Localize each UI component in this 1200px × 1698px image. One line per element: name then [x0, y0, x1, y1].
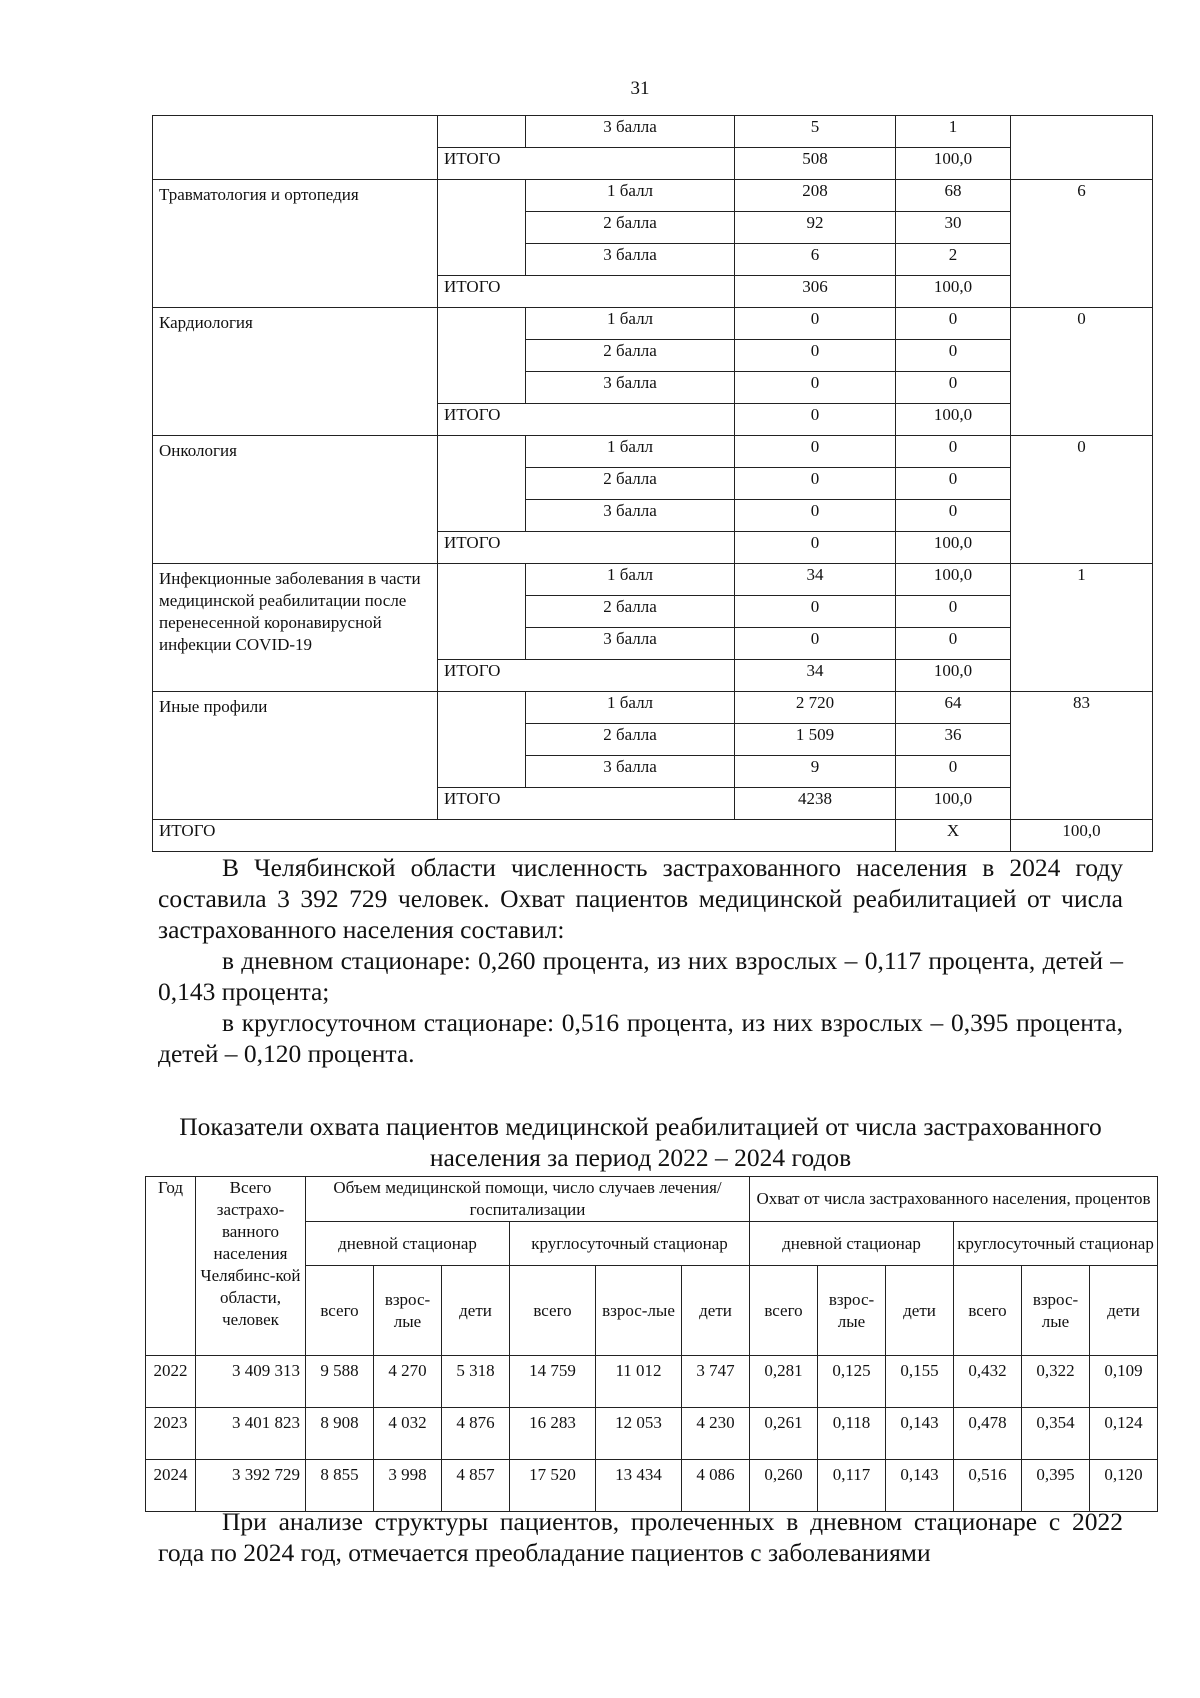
count-cell: 306	[735, 276, 896, 308]
table-row	[153, 564, 1153, 596]
header-day-volume: дневной стационар	[306, 1222, 510, 1266]
score-cell: 3 балла	[526, 628, 735, 660]
table-row	[153, 180, 1153, 212]
pct-cell: 100,0	[896, 564, 1011, 596]
value-cell: 0,516	[954, 1460, 1022, 1512]
paragraph-text: В Челябинской области численность застрахованного населения в 2024 году составила 3 392 729 человек. Охват пациентов медицинской реабилитацией от числа застрахованного населения составил:	[158, 853, 1123, 944]
pct-cell: 0	[896, 308, 1011, 340]
count-cell: 1 509	[735, 724, 896, 756]
count-cell: 5	[735, 116, 896, 148]
value-cell: 0,322	[1022, 1356, 1090, 1408]
header-children: дети	[886, 1266, 954, 1356]
count-cell: 92	[735, 212, 896, 244]
count-cell: 34	[735, 564, 896, 596]
count-cell: 0	[735, 500, 896, 532]
pct-cell: 0	[896, 436, 1011, 468]
header-total: всего	[750, 1266, 818, 1356]
pct-cell: 30	[896, 212, 1011, 244]
count-cell: 34	[735, 660, 896, 692]
year-cell: 2023	[146, 1408, 196, 1460]
table-row	[153, 116, 1153, 148]
header-total: всего	[510, 1266, 596, 1356]
pct-cell: 0	[896, 756, 1011, 788]
total-label: ИТОГО	[438, 404, 735, 436]
header-total: всего	[954, 1266, 1022, 1356]
paragraph-insured-population	[158, 852, 1123, 945]
count-cell: 0	[735, 628, 896, 660]
total-label: ИТОГО	[438, 788, 735, 820]
count-cell: 9	[735, 756, 896, 788]
value-cell: 0,478	[954, 1408, 1022, 1460]
score-cell: 3 балла	[526, 244, 735, 276]
empty-cell	[438, 436, 526, 532]
value-cell: 0,395	[1022, 1460, 1090, 1512]
value-cell: 0,124	[1090, 1408, 1158, 1460]
score-cell: 1 балл	[526, 308, 735, 340]
insured-cell: 3 409 313	[196, 1356, 306, 1408]
empty-cell	[438, 308, 526, 404]
value-cell: 4 086	[682, 1460, 750, 1512]
value-cell: 0,155	[886, 1356, 954, 1408]
header-children: дети	[442, 1266, 510, 1356]
paragraph-text: в дневном стационаре: 0,260 процента, из них взрослых – 0,117 процента, детей – 0,143 процента;	[158, 946, 1123, 1006]
value-cell: 14 759	[510, 1356, 596, 1408]
data-row	[146, 1460, 1158, 1512]
score-cell: 3 балла	[526, 500, 735, 532]
paragraph-analysis	[158, 1506, 1123, 1568]
value-cell: 4 876	[442, 1408, 510, 1460]
value-cell: 0,260	[750, 1460, 818, 1512]
value-cell: 0,281	[750, 1356, 818, 1408]
total-label: ИТОГО	[438, 660, 735, 692]
header-year: Год	[146, 1177, 196, 1356]
pct-cell: 0	[896, 468, 1011, 500]
total-label: ИТОГО	[438, 276, 735, 308]
count-cell: 0	[735, 404, 896, 436]
pct-cell: 64	[896, 692, 1011, 724]
header-adults: взрос-лые	[1022, 1266, 1090, 1356]
year-cell: 2024	[146, 1460, 196, 1512]
value-cell: 0,143	[886, 1460, 954, 1512]
count-cell: 0	[735, 596, 896, 628]
value-cell: 9 588	[306, 1356, 374, 1408]
grand-total-value: 100,0	[1011, 820, 1153, 852]
header-children: дети	[682, 1266, 750, 1356]
profile-name: Кардиология	[153, 308, 438, 436]
value-cell: 13 434	[596, 1460, 682, 1512]
value-cell: 8 855	[306, 1460, 374, 1512]
value-cell: 0,117	[818, 1460, 886, 1512]
count-cell: 0	[735, 436, 896, 468]
pct-cell: 100,0	[896, 404, 1011, 436]
value-cell: 3 747	[682, 1356, 750, 1408]
score-cell: 1 балл	[526, 692, 735, 724]
pct-cell: 100,0	[896, 276, 1011, 308]
score-cell: 2 балла	[526, 468, 735, 500]
header-volume: Объем медицинской помощи, число случаев лечения/госпитализации	[306, 1177, 750, 1222]
count-cell: 6	[735, 244, 896, 276]
header-adults: взрос-лые	[374, 1266, 442, 1356]
empty-cell	[438, 116, 526, 148]
pct-cell: 0	[896, 372, 1011, 404]
paragraph-text: При анализе структуры пациентов, пролеченных в дневном стационаре с 2022 года по 2024 год, отмечается преобладание пациентов с заболеваниями	[158, 1507, 1123, 1567]
value-cell: 0,143	[886, 1408, 954, 1460]
share-cell: 0	[1011, 308, 1153, 436]
pct-cell: 68	[896, 180, 1011, 212]
score-cell: 2 балла	[526, 212, 735, 244]
count-cell: 4238	[735, 788, 896, 820]
rehab-score-table	[152, 115, 1153, 852]
value-cell: 4 270	[374, 1356, 442, 1408]
insured-cell: 3 401 823	[196, 1408, 306, 1460]
score-cell: 3 балла	[526, 756, 735, 788]
pct-cell: 100,0	[896, 660, 1011, 692]
count-cell: 0	[735, 340, 896, 372]
score-cell: 1 балл	[526, 436, 735, 468]
count-cell: 0	[735, 308, 896, 340]
count-cell: 2 720	[735, 692, 896, 724]
table-row	[153, 436, 1153, 468]
share-cell	[1011, 116, 1153, 180]
header-insured: Всего застрахо-ванного населения Челябинс-кой области, человек	[196, 1177, 306, 1356]
data-row	[146, 1408, 1158, 1460]
header-round-volume: круглосуточный стационар	[510, 1222, 750, 1266]
value-cell: 0,109	[1090, 1356, 1158, 1408]
pct-cell: 0	[896, 340, 1011, 372]
paragraph-text: в круглосуточном стационаре: 0,516 процента, из них взрослых – 0,395 процента, детей – 0,120 процента.	[158, 1008, 1123, 1068]
value-cell: 11 012	[596, 1356, 682, 1408]
total-label: ИТОГО	[438, 532, 735, 564]
profile-name: Иные профили	[153, 692, 438, 820]
paragraph-round-hospital	[158, 1007, 1123, 1069]
pct-cell: 0	[896, 628, 1011, 660]
grand-total-row	[153, 820, 1153, 852]
count-cell: 0	[735, 372, 896, 404]
pct-cell: 2	[896, 244, 1011, 276]
header-total: всего	[306, 1266, 374, 1356]
year-cell: 2022	[146, 1356, 196, 1408]
value-cell: 12 053	[596, 1408, 682, 1460]
value-cell: 0,354	[1022, 1408, 1090, 1460]
value-cell: 0,125	[818, 1356, 886, 1408]
pct-cell: 0	[896, 596, 1011, 628]
value-cell: 4 857	[442, 1460, 510, 1512]
profile-name: Травматология и ортопедия	[153, 180, 438, 308]
value-cell: 0,120	[1090, 1460, 1158, 1512]
value-cell: 17 520	[510, 1460, 596, 1512]
table-row	[153, 308, 1153, 340]
share-cell: 1	[1011, 564, 1153, 692]
empty-cell	[438, 692, 526, 788]
grand-total-mark: Х	[896, 820, 1011, 852]
pct-cell: 100,0	[896, 788, 1011, 820]
value-cell: 0,118	[818, 1408, 886, 1460]
pct-cell: 1	[896, 116, 1011, 148]
header-children: дети	[1090, 1266, 1158, 1356]
share-cell: 0	[1011, 436, 1153, 564]
share-cell: 83	[1011, 692, 1153, 820]
pct-cell: 100,0	[896, 532, 1011, 564]
count-cell: 0	[735, 532, 896, 564]
profile-cell	[153, 116, 438, 180]
header-coverage: Охват от числа застрахованного населения, процентов	[750, 1177, 1158, 1222]
data-row	[146, 1356, 1158, 1408]
score-cell: 2 балла	[526, 340, 735, 372]
score-cell: 1 балл	[526, 180, 735, 212]
coverage-table	[145, 1176, 1158, 1512]
value-cell: 16 283	[510, 1408, 596, 1460]
header-round-coverage: круглосуточный стационар	[954, 1222, 1158, 1266]
page-number: 31	[630, 78, 650, 99]
score-cell: 3 балла	[526, 116, 735, 148]
header-adults: взрос-лые	[596, 1266, 682, 1356]
empty-cell	[438, 564, 526, 660]
value-cell: 5 318	[442, 1356, 510, 1408]
share-cell: 6	[1011, 180, 1153, 308]
value-cell: 4 230	[682, 1408, 750, 1460]
insured-cell: 3 392 729	[196, 1460, 306, 1512]
score-cell: 3 балла	[526, 372, 735, 404]
empty-cell	[438, 180, 526, 276]
score-cell: 1 балл	[526, 564, 735, 596]
value-cell: 4 032	[374, 1408, 442, 1460]
count-cell: 0	[735, 468, 896, 500]
profile-name: Инфекционные заболевания в части медицинской реабилитации после перенесенной коронавирусной инфекции COVID-19	[153, 564, 438, 692]
total-label: ИТОГО	[438, 148, 735, 180]
pct-cell: 0	[896, 500, 1011, 532]
count-cell: 508	[735, 148, 896, 180]
table-row	[153, 692, 1153, 724]
table-title: Показатели охвата пациентов медицинской реабилитацией от числа застрахованного населения за период 2022 – 2024 годов	[179, 1112, 1102, 1172]
score-cell: 2 балла	[526, 724, 735, 756]
value-cell: 3 998	[374, 1460, 442, 1512]
value-cell: 8 908	[306, 1408, 374, 1460]
header-adults: взрос-лые	[818, 1266, 886, 1356]
pct-cell: 100,0	[896, 148, 1011, 180]
value-cell: 0,261	[750, 1408, 818, 1460]
paragraph-day-hospital	[158, 945, 1123, 1007]
header-day-coverage: дневной стационар	[750, 1222, 954, 1266]
value-cell: 0,432	[954, 1356, 1022, 1408]
pct-cell: 36	[896, 724, 1011, 756]
count-cell: 208	[735, 180, 896, 212]
grand-total-label: ИТОГО	[153, 820, 896, 852]
score-cell: 2 балла	[526, 596, 735, 628]
profile-name: Онкология	[153, 436, 438, 564]
